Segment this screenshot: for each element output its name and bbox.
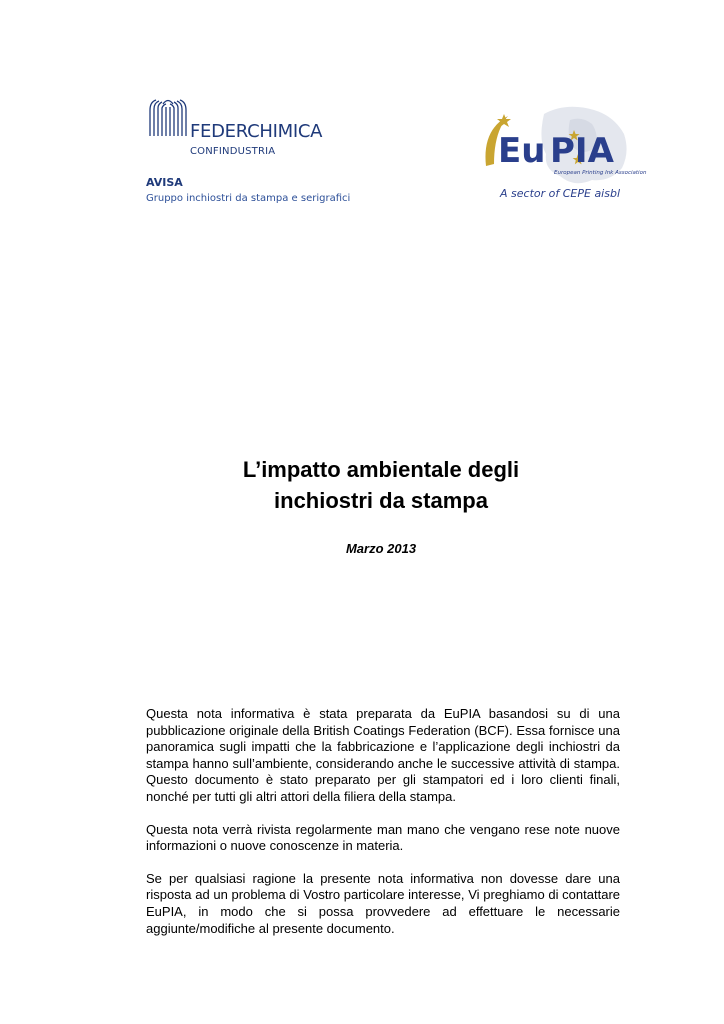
group-title: AVISA (146, 176, 183, 189)
federchimica-pillars-icon (146, 96, 190, 140)
eupia-logo-pia: PIA (550, 131, 614, 171)
paragraph: Questa nota verrà rivista regolarmente man mano che vengano rese note nuove informazioni o nuove conoscenze in materia. (146, 821, 620, 854)
group-subtitle: Gruppo inchiostri da stampa e serigrafici (146, 193, 351, 204)
title-line-1: L’impatto ambientale degli (242, 457, 520, 482)
document-date: Marzo 2013 (345, 541, 417, 556)
eupia-logo-eu: Eu (498, 131, 546, 171)
paragraph: Se per qualsiasi ragione la presente nota informativa non dovesse dare una risposta ad un problema di Vostro particolare interesse, Vi preghiamo di contattare EuPIA, in modo che si possa provvedere ad effettuare le necessarie aggiunte/modifiche al presente documento. (146, 870, 620, 936)
title-line-2: inchiostri da stampa (274, 488, 488, 513)
federchimica-subtitle: CONFINDUSTRIA (190, 146, 276, 157)
eupia-tagline: A sector of CEPE aisbl (500, 187, 621, 200)
eupia-logo-small: European Printing Ink Association (554, 170, 647, 176)
federchimica-name: FEDERCHIMICA (190, 121, 323, 142)
page-title (146, 454, 616, 516)
paragraph: Questa nota informativa è stata preparata da EuPIA basandosi su di una pubblicazione originale della British Coatings Federation (BCF). Essa fornisce una panoramica sugli impatti che la fabbricazione e l’applicazione degli inchiostri da stampa hanno sull’ambiente, considerando anche le successive attività di stampa. Questo documento è stato preparato per gli stampatori ed i loro clienti finali, nonché per tutti gli altri attori della filiera della stampa. (146, 706, 620, 804)
document-body (146, 706, 620, 953)
